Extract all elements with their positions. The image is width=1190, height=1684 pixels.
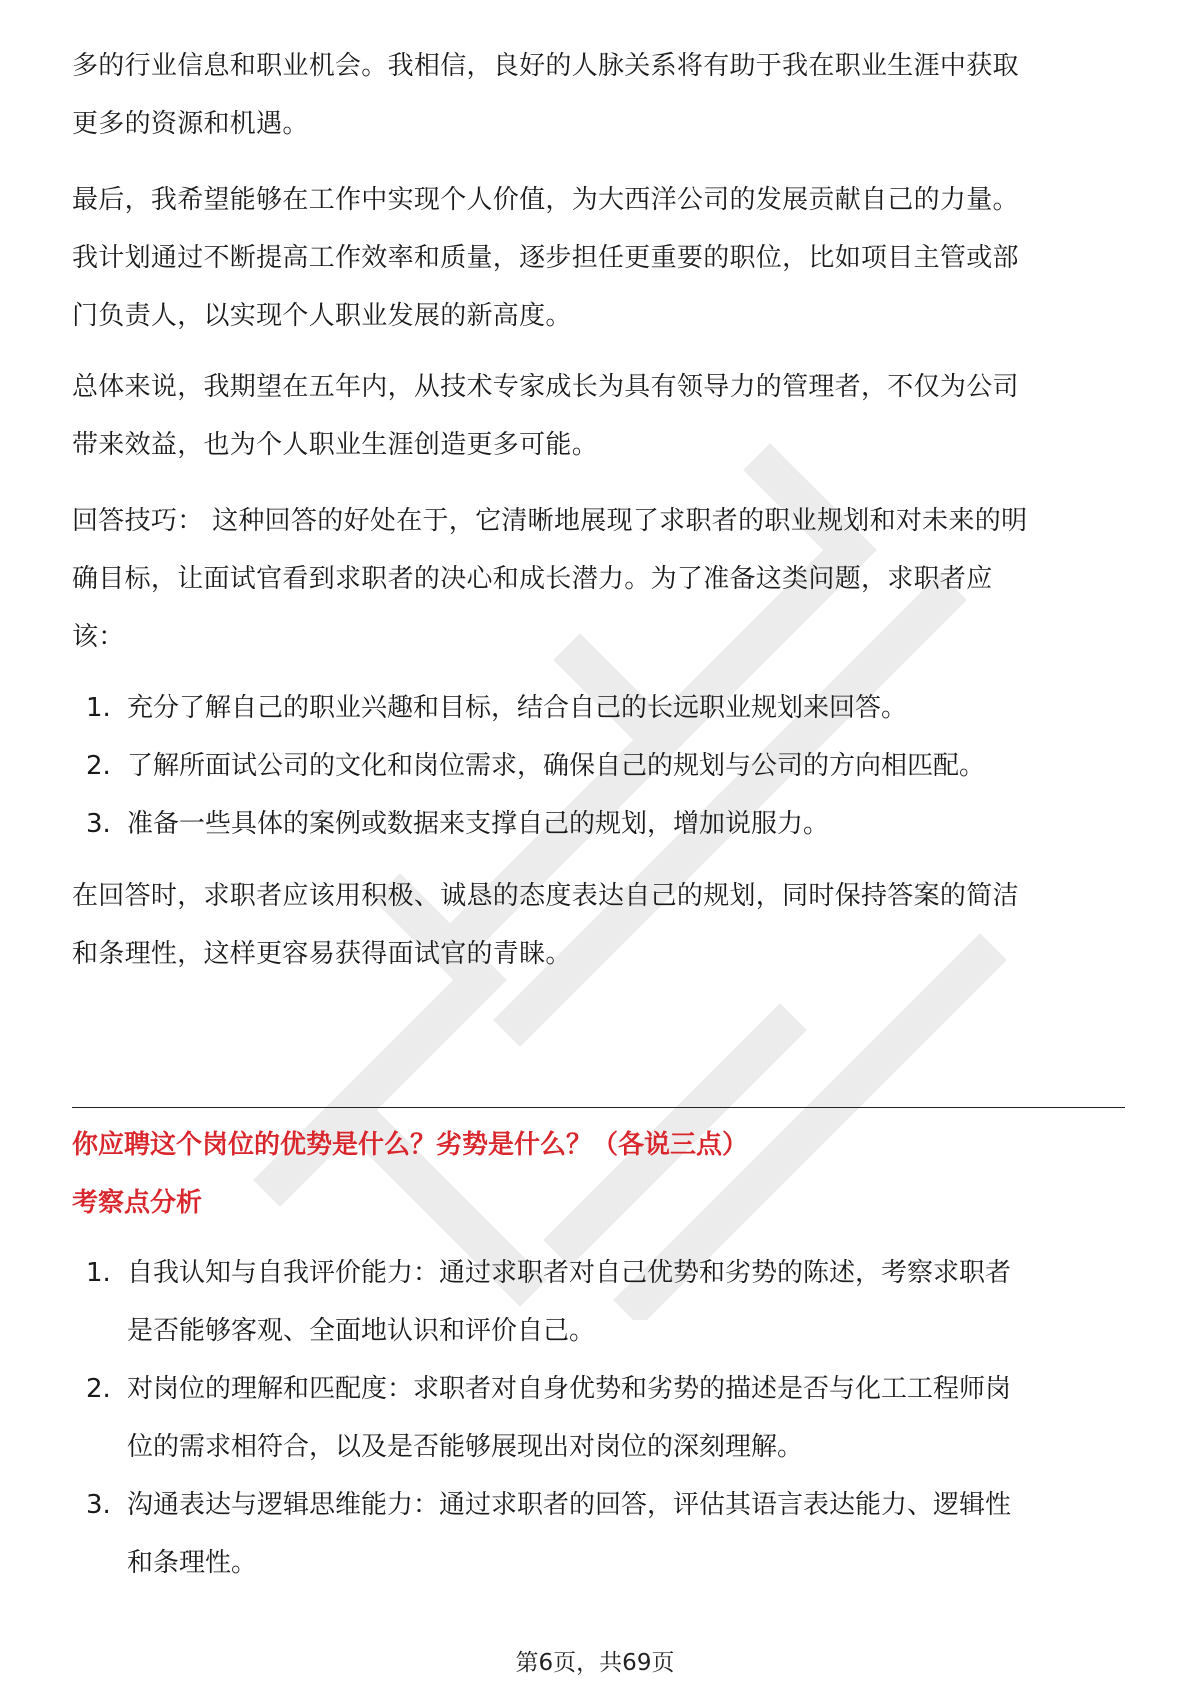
list-item	[72, 1244, 1122, 1360]
text-line: 带来效益，也为个人职业生涯创造更多可能。	[72, 430, 599, 460]
list-text: 了解所面试公司的文化和岗位需求，确保自己的规划与公司的方向相匹配。	[127, 751, 986, 781]
list-item	[72, 1360, 1122, 1476]
list-text: 自我认知与自我评价能力：通过求职者对自己优势和劣势的陈述，考察求职者	[127, 1258, 1012, 1288]
list-text: 对岗位的理解和匹配度：求职者对自身优势和劣势的描述是否与化工工程师岗	[127, 1374, 1012, 1404]
list-number: 3.	[86, 809, 111, 839]
list-item	[72, 737, 1122, 795]
list-number: 3.	[86, 1490, 111, 1520]
list-item	[72, 1476, 1122, 1592]
text-line: 在回答时，求职者应该用积极、诚恳的态度表达自己的规划，同时保持答案的简洁	[72, 881, 1019, 911]
text-line: 和条理性，这样更容易获得面试官的青睐。	[72, 939, 572, 969]
page-footer: 第6页，共69页	[515, 1650, 675, 1676]
text-line: 确目标，让面试官看到求职者的决心和成长潜力。为了准备这类问题，求职者应	[72, 564, 993, 594]
list-text: 是否能够客观、全面地认识和评价自己。	[127, 1316, 596, 1346]
list-text: 准备一些具体的案例或数据来支撑自己的规划，增加说服力。	[127, 809, 830, 839]
text-line: 总体来说，我期望在五年内，从技术专家成长为具有领导力的管理者，不仅为公司	[72, 372, 1019, 402]
question-title: 你应聘这个岗位的优势是什么？劣势是什么？（各说三点）	[72, 1130, 749, 1160]
paragraph-2	[72, 171, 1122, 345]
list-number: 1.	[86, 1258, 111, 1288]
answer-tips-paragraph	[72, 492, 1122, 666]
tips-list	[72, 679, 1122, 853]
text-line: 回答技巧： 这种回答的好处在于，它清晰地展现了求职者的职业规划和对未来的明	[72, 506, 1028, 536]
text-line: 该：	[72, 622, 125, 652]
analysis-list	[72, 1244, 1122, 1592]
section-divider	[72, 1107, 1125, 1108]
list-number: 1.	[86, 693, 111, 723]
text-line: 更多的资源和机遇。	[72, 109, 309, 139]
paragraph-3	[72, 358, 1122, 474]
list-text: 和条理性。	[127, 1548, 258, 1578]
list-number: 2.	[86, 751, 111, 781]
paragraph-1	[72, 37, 1122, 153]
list-item	[72, 679, 1122, 737]
list-text: 沟通表达与逻辑思维能力：通过求职者的回答，评估其语言表达能力、逻辑性	[127, 1490, 1012, 1520]
closing-paragraph	[72, 867, 1122, 983]
text-line: 最后，我希望能够在工作中实现个人价值，为大西洋公司的发展贡献自己的力量。	[72, 185, 1019, 215]
list-item	[72, 795, 1122, 853]
text-line: 多的行业信息和职业机会。我相信，良好的人脉关系将有助于我在职业生涯中获取	[72, 51, 1019, 81]
list-text: 充分了解自己的职业兴趣和目标，结合自己的长远职业规划来回答。	[127, 693, 908, 723]
list-number: 2.	[86, 1374, 111, 1404]
list-text: 位的需求相符合，以及是否能够展现出对岗位的深刻理解。	[127, 1432, 804, 1462]
text-line: 门负责人，以实现个人职业发展的新高度。	[72, 301, 572, 331]
analysis-title: 考察点分析	[72, 1188, 203, 1218]
text-line: 我计划通过不断提高工作效率和质量，逐步担任更重要的职位，比如项目主管或部	[72, 243, 1019, 273]
